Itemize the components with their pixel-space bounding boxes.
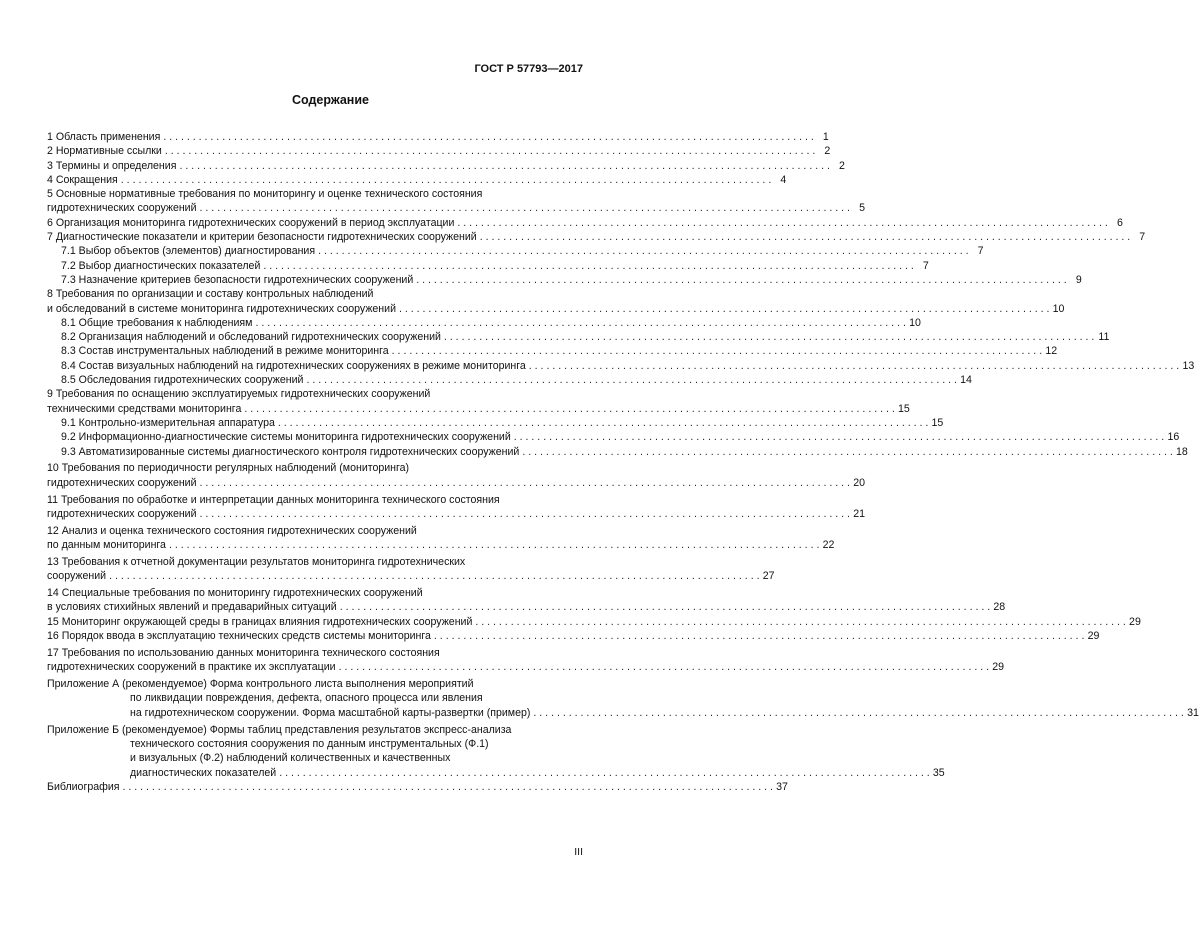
- toc-entry[interactable]: [47, 555, 775, 584]
- toc-entry[interactable]: [47, 344, 1058, 358]
- dot-leader: [434, 629, 1084, 643]
- toc-entry-title: Библиография: [47, 780, 120, 793]
- toc-page-number: 18: [1176, 445, 1188, 458]
- toc-entry[interactable]: [47, 677, 1199, 720]
- dot-leader: [457, 216, 1107, 230]
- toc-entry-title: 15 Мониторинг окружающей среды в границах влияния гидротехнических сооружений: [47, 615, 473, 628]
- toc-entry-line: Приложение А (рекомендуемое) Форма контрольного листа выполнения мероприятий: [47, 678, 474, 691]
- dot-leader: [416, 273, 1066, 287]
- toc-entry-title: 1 Область применения: [47, 131, 161, 143]
- toc-entry-last-line: [47, 130, 829, 144]
- toc-entry-title: в условиях стихийных явлений и предаварийных ситуаций: [47, 601, 337, 614]
- toc-entry-line: технического состояния сооружения по данным инструментальных (Ф.1): [130, 737, 489, 750]
- standard-number: ГОСТ Р 57793—2017: [474, 63, 583, 75]
- dot-leader: [255, 316, 905, 330]
- toc-page-number: 27: [762, 570, 775, 583]
- toc-page-number: 13: [1182, 359, 1195, 372]
- toc-entry-last-line: [47, 144, 831, 158]
- toc-entry-title: 7 Диагностические показатели и критерии безопасности гидротехнических сооружений: [47, 231, 477, 244]
- toc-page-number: 14: [960, 374, 972, 387]
- toc-page-number: 29: [1087, 630, 1100, 643]
- toc-entry-last-line: [47, 629, 1100, 643]
- toc-entry[interactable]: [47, 273, 1082, 287]
- toc-entry[interactable]: [47, 230, 1146, 244]
- dot-leader: [392, 344, 1042, 358]
- toc-entry-line: 12 Анализ и оценка технического состояния гидротехнических сооружений: [47, 524, 417, 537]
- toc-entry-line: 13 Требования к отчетной документации результатов мониторинга гидротехнических: [47, 555, 466, 568]
- toc-entry[interactable]: [47, 615, 1141, 629]
- toc-entry[interactable]: [47, 159, 845, 173]
- toc-entry-title: 3 Термины и определения: [47, 159, 177, 172]
- toc-entry[interactable]: [47, 723, 945, 780]
- page-title: Содержание: [291, 93, 369, 107]
- toc-entry-last-line: [47, 402, 910, 416]
- toc-entry-last-line: [61, 359, 1195, 373]
- toc-page-number: 35: [932, 766, 945, 779]
- toc-entry-title: и обследований в системе мониторинга гидротехнических сооружений: [47, 302, 396, 315]
- toc-entry-title: на гидротехническом сооружении. Форма масштабной карты-развертки (пример): [130, 706, 531, 719]
- toc-entry-title: 7.1 Выбор объектов (элементов) диагностирования: [61, 245, 316, 258]
- toc-entry-line: 9 Требования по оснащению эксплуатируемых гидротехнических сооружений: [47, 388, 431, 401]
- dot-leader: [163, 130, 813, 144]
- toc-entry-last-line: [47, 780, 788, 794]
- toc-entry[interactable]: [47, 259, 929, 273]
- toc-entry-title: гидротехнических сооружений: [47, 507, 197, 520]
- toc-entry-last-line: [47, 216, 1123, 230]
- toc-page-number: 21: [853, 507, 865, 520]
- toc-entry[interactable]: [47, 216, 1123, 230]
- toc-entry[interactable]: [47, 287, 1065, 316]
- dot-leader: [179, 159, 829, 173]
- toc-entry[interactable]: [47, 187, 865, 216]
- toc-entry[interactable]: [47, 461, 865, 490]
- toc-entry-title: 6 Организация мониторинга гидротехнических сооружений в период эксплуатации: [47, 216, 455, 229]
- toc-entry-title: 7.2 Выбор диагностических показателей: [61, 259, 261, 272]
- toc-entry-last-line: [61, 445, 1188, 459]
- toc-page-number: 2: [824, 145, 831, 158]
- toc-entry-last-line: [61, 273, 1082, 287]
- dot-leader: [444, 330, 1094, 344]
- toc-entry-line: 5 Основные нормативные требования по мониторингу и оценке технического состояния: [47, 188, 483, 201]
- toc-page-number: 29: [992, 661, 1005, 674]
- toc-entry-last-line: [47, 173, 787, 187]
- toc-entry[interactable]: [47, 646, 1005, 675]
- toc-entry[interactable]: [47, 173, 787, 187]
- page-number: III: [574, 846, 583, 858]
- toc-entry-title: диагностических показателей: [130, 766, 277, 779]
- toc-page-number: 15: [931, 416, 944, 429]
- dot-leader: [339, 660, 989, 674]
- dot-leader: [399, 302, 1049, 316]
- toc-page-number: 5: [859, 202, 865, 215]
- toc-entry-last-line: [47, 766, 945, 780]
- toc-entry-title: 8.3 Состав инструментальных наблюдений в режиме мониторинга: [61, 345, 389, 358]
- toc-page-number: 10: [1052, 302, 1065, 315]
- dot-leader: [475, 615, 1125, 629]
- toc-entry-last-line: [47, 600, 1006, 614]
- toc-page-number: 11: [1098, 331, 1110, 344]
- toc-entry-last-line: [47, 230, 1146, 244]
- toc-page-number: 4: [780, 173, 787, 186]
- toc-entry-last-line: [61, 259, 929, 273]
- toc-entry[interactable]: [47, 373, 972, 387]
- toc-entry-line: 14 Специальные требования по мониторингу гидротехнических сооружений: [47, 587, 423, 600]
- toc-page-number: 16: [1167, 431, 1180, 444]
- toc-entry-line: по ликвидации повреждения, дефекта, опасного процесса или явления: [130, 692, 483, 705]
- toc-page-number: 15: [898, 402, 910, 415]
- toc-entry[interactable]: [47, 130, 829, 144]
- toc-entry-last-line: [47, 615, 1141, 629]
- toc-entry[interactable]: [47, 330, 1110, 344]
- toc-page-number: 12: [1045, 345, 1058, 358]
- dot-leader: [529, 359, 1179, 373]
- toc-page-number: 22: [822, 539, 835, 552]
- toc-entry-title: 8.1 Общие требования к наблюдениям: [61, 316, 253, 329]
- toc-entry-last-line: [47, 201, 865, 215]
- dot-leader: [340, 600, 990, 614]
- toc-page-number: 31: [1187, 706, 1199, 719]
- dot-leader: [165, 144, 815, 158]
- toc-entry-last-line: [47, 569, 775, 583]
- toc-entry-last-line: [61, 373, 972, 387]
- toc-entry[interactable]: [47, 244, 984, 258]
- dot-leader: [279, 766, 929, 780]
- dot-leader: [244, 402, 894, 416]
- toc-entry[interactable]: [47, 445, 1188, 459]
- toc-entry-last-line: [61, 330, 1110, 344]
- toc-entry-line: 8 Требования по организации и составу контрольных наблюдений: [47, 288, 374, 301]
- dot-leader: [122, 780, 772, 794]
- toc-entry-line: Приложение Б (рекомендуемое) Формы таблиц представления результатов экспресс-анализа: [47, 723, 512, 736]
- toc-entry-title: гидротехнических сооружений: [47, 476, 197, 489]
- table-of-contents: [47, 130, 1199, 794]
- toc-page-number: 28: [993, 601, 1006, 614]
- toc-entry-line: 11 Требования по обработке и интерпретации данных мониторинга технического состояния: [47, 493, 500, 506]
- toc-entry[interactable]: [47, 430, 1180, 444]
- toc-entry-last-line: [61, 316, 921, 330]
- dot-leader: [514, 430, 1164, 444]
- toc-entry-last-line: [47, 706, 1199, 720]
- toc-entry-title: по данным мониторинга: [47, 539, 166, 552]
- toc-entry[interactable]: [47, 493, 865, 522]
- dot-leader: [263, 259, 913, 273]
- toc-entry[interactable]: [47, 629, 1100, 643]
- toc-entry-last-line: [61, 416, 944, 430]
- toc-page-number: 10: [909, 316, 921, 329]
- toc-entry-title: гидротехнических сооружений в практике их эксплуатации: [47, 661, 336, 674]
- toc-entry-title: 16 Порядок ввода в эксплуатацию технических средств системы мониторинга: [47, 630, 431, 643]
- toc-entry-title: 9.1 Контрольно-измерительная аппаратура: [61, 416, 275, 429]
- toc-entry[interactable]: [47, 144, 831, 158]
- toc-entry-last-line: [47, 660, 1005, 674]
- toc-entry-title: 8.2 Организация наблюдений и обследований гидротехнических сооружений: [61, 331, 441, 344]
- toc-page-number: 9: [1075, 273, 1082, 286]
- toc-entry-last-line: [47, 507, 865, 521]
- toc-page-number: 2: [839, 159, 845, 172]
- toc-entry-line: 10 Требования по периодичности регулярных наблюдений (мониторинга): [47, 462, 410, 475]
- dot-leader: [480, 230, 1130, 244]
- toc-entry[interactable]: [47, 316, 921, 330]
- toc-entry-last-line: [47, 302, 1065, 316]
- toc-page-number: 6: [1116, 216, 1123, 229]
- toc-entry-title: 8.4 Состав визуальных наблюдений на гидротехнических сооружениях в режиме мониторинга: [61, 359, 526, 372]
- toc-entry-title: гидротехнических сооружений: [47, 202, 197, 215]
- dot-leader: [533, 706, 1183, 720]
- toc-page-number: 7: [1139, 231, 1146, 244]
- dot-leader: [306, 373, 956, 387]
- dot-leader: [278, 416, 928, 430]
- toc-page-number: 37: [776, 780, 788, 793]
- toc-page-number: 7: [922, 259, 929, 272]
- dot-leader: [200, 507, 850, 521]
- toc-entry-last-line: [47, 159, 845, 173]
- toc-entry-last-line: [61, 344, 1058, 358]
- toc-entry-title: техническими средствами мониторинга: [47, 402, 242, 415]
- toc-entry-title: 2 Нормативные ссылки: [47, 145, 162, 158]
- toc-entry-line: и визуальных (Ф.2) наблюдений количественных и качественных: [130, 752, 451, 765]
- toc-entry-line: 17 Требования по использованию данных мониторинга технического состояния: [47, 646, 440, 659]
- toc-entry[interactable]: [47, 359, 1195, 373]
- toc-entry-title: 9.3 Автоматизированные системы диагностического контроля гидротехнических сооружений: [61, 445, 520, 458]
- toc-entry[interactable]: [47, 387, 910, 416]
- toc-entry-title: 4 Сокращения: [47, 173, 118, 186]
- dot-leader: [109, 569, 759, 583]
- toc-entry[interactable]: [47, 416, 944, 430]
- dot-leader: [522, 445, 1172, 459]
- toc-entry-title: 7.3 Назначение критериев безопасности гидротехнических сооружений: [61, 273, 414, 286]
- toc-entry[interactable]: [47, 586, 1006, 615]
- toc-entry-title: сооружений: [47, 570, 107, 583]
- toc-page-number: 7: [977, 245, 984, 258]
- toc-entry[interactable]: [47, 780, 788, 794]
- dot-leader: [200, 201, 850, 215]
- toc-entry-title: 8.5 Обследования гидротехнических сооружений: [61, 374, 304, 387]
- dot-leader: [121, 173, 771, 187]
- toc-page-number: 29: [1129, 615, 1141, 628]
- toc-entry-title: 9.2 Информационно-диагностические системы мониторинга гидротехнических сооружений: [61, 431, 511, 444]
- toc-entry-last-line: [47, 476, 865, 490]
- toc-entry-last-line: [61, 244, 984, 258]
- dot-leader: [169, 538, 819, 552]
- toc-page-number: 1: [822, 131, 829, 143]
- toc-page-number: 20: [853, 476, 865, 489]
- toc-entry-last-line: [47, 538, 835, 552]
- toc-entry[interactable]: [47, 524, 835, 553]
- dot-leader: [200, 476, 850, 490]
- toc-entry-last-line: [61, 430, 1180, 444]
- dot-leader: [318, 244, 968, 258]
